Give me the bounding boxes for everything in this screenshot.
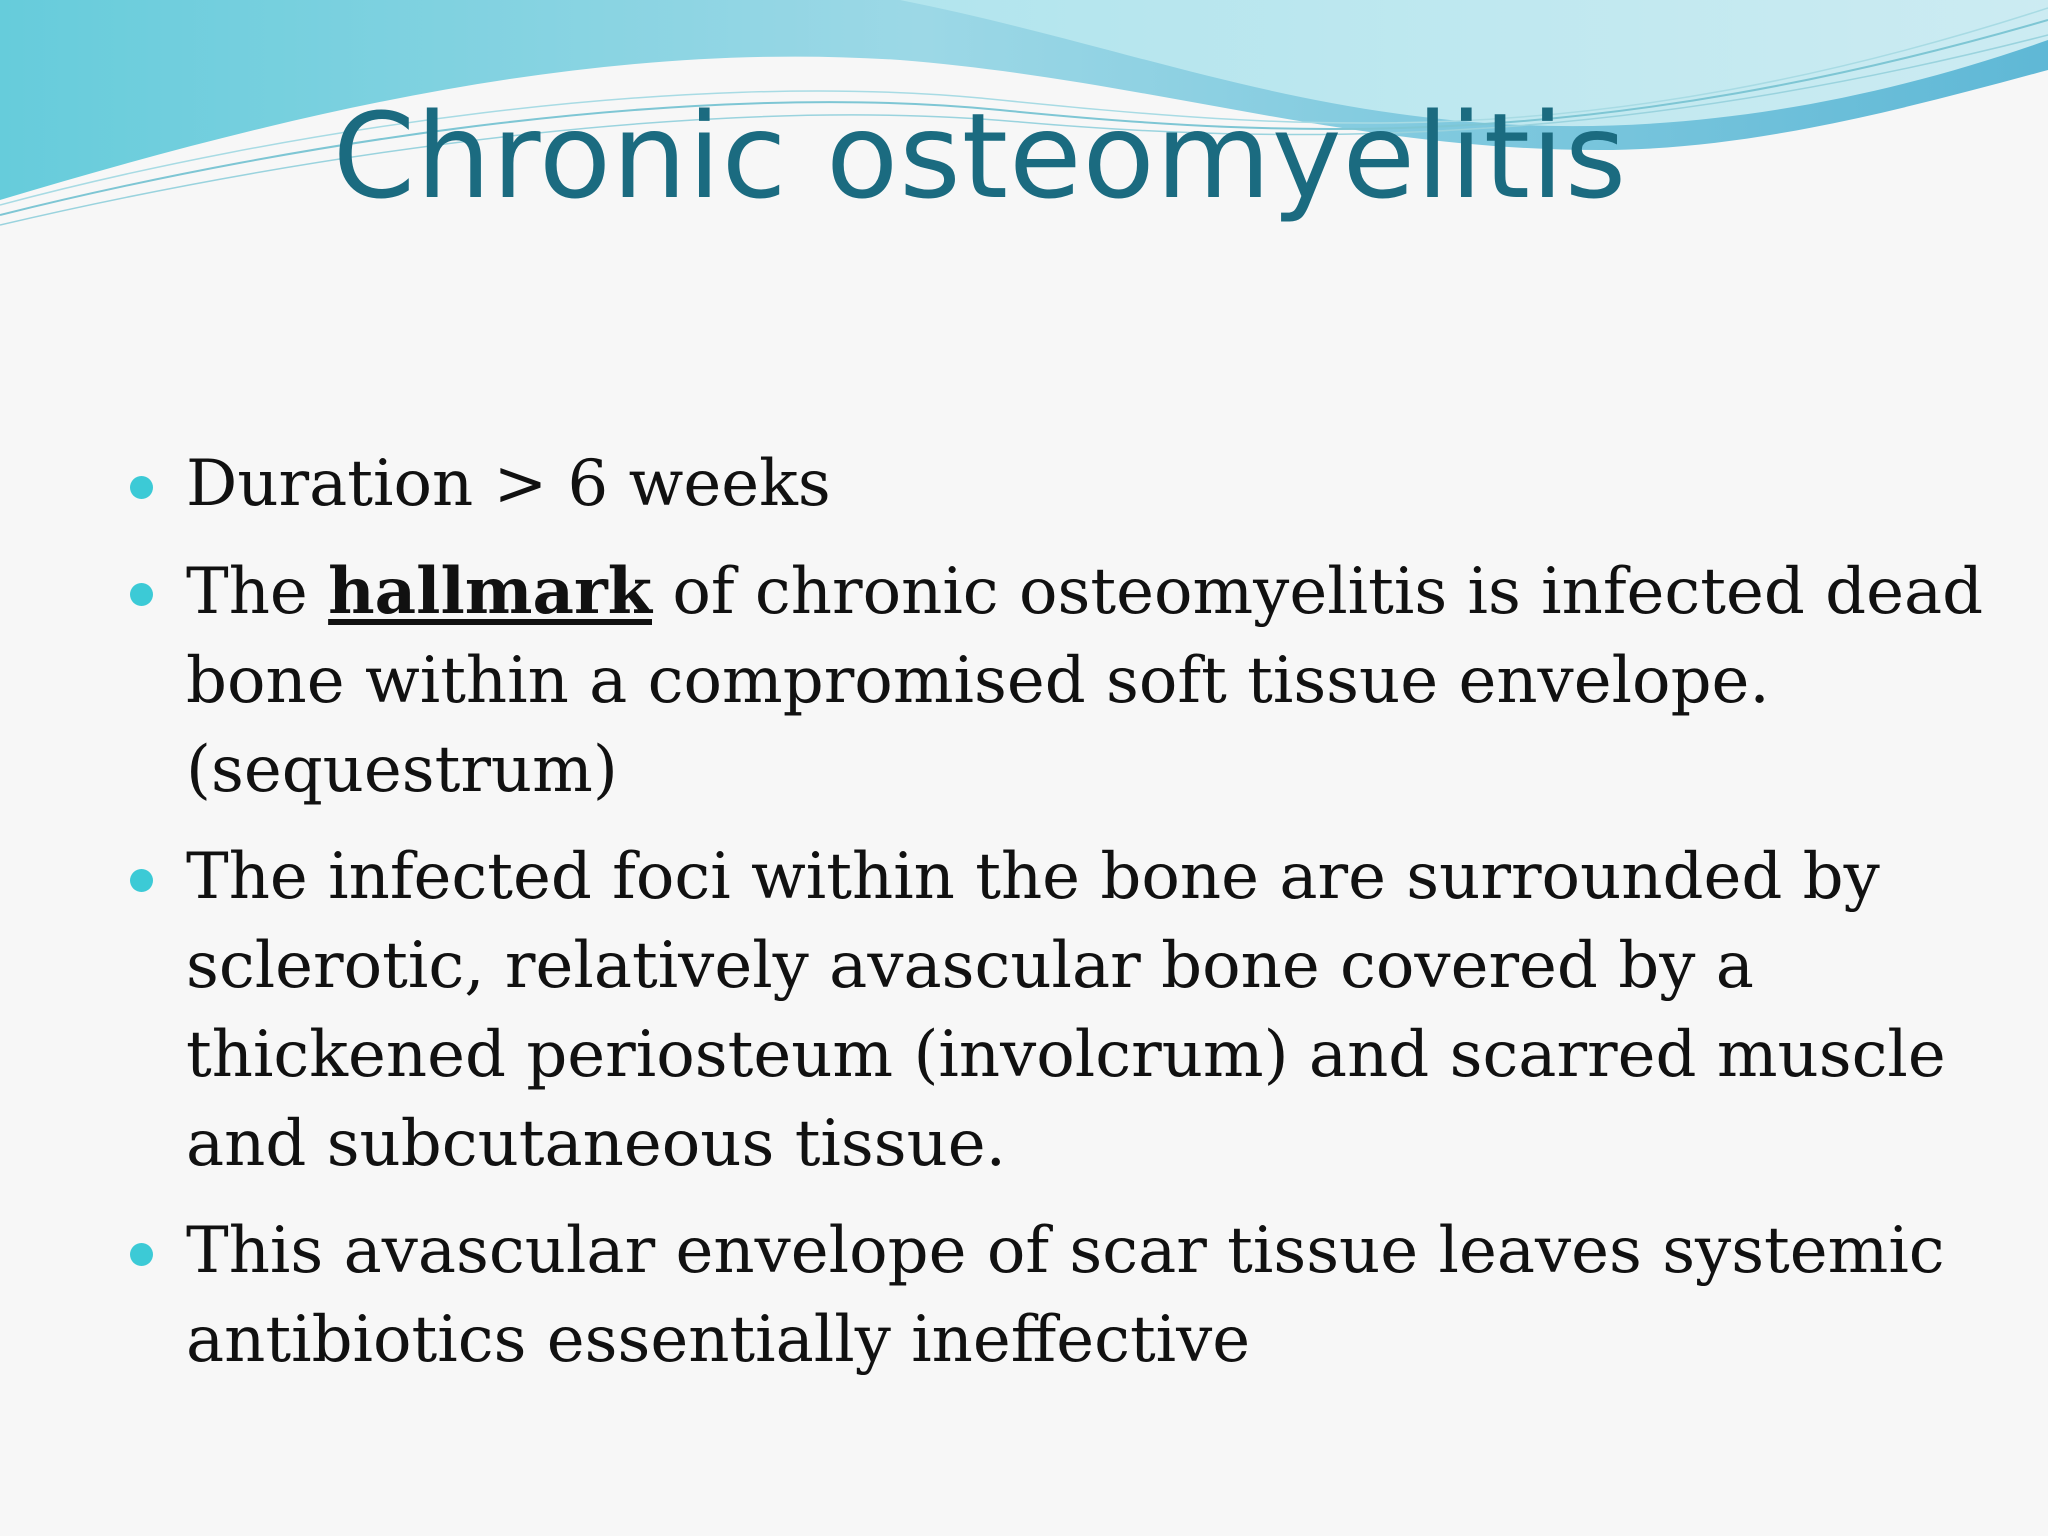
bullet-text: Duration > 6 weeks xyxy=(186,447,831,521)
bullet-text: This avascular envelope of scar tissue leaves systemic antibiotics essentially ineffective xyxy=(186,1214,1945,1377)
bullet-dot-icon xyxy=(130,1243,153,1266)
bullet-text-prefix: The xyxy=(186,555,329,629)
bullet-item-infected-foci xyxy=(126,833,2006,1189)
bullet-item-avascular-envelope xyxy=(126,1207,2006,1385)
bullet-emphasis-hallmark: hallmark xyxy=(328,554,652,629)
bullet-dot-icon xyxy=(130,583,153,606)
bullet-dot-icon xyxy=(130,869,153,892)
bullet-list xyxy=(126,440,2006,1403)
bullet-text: The infected foci within the bone are surrounded by sclerotic, relatively avascular bone covered by a thickened periosteum (involcrum) and scarred muscle and subcutaneous tissue. xyxy=(186,840,1946,1181)
slide-title: Chronic osteomyelitis xyxy=(332,87,1628,225)
bullet-item-duration xyxy=(126,440,2006,529)
bullet-item-hallmark xyxy=(126,547,2006,815)
bullet-text-suffix: of chronic osteomyelitis is infected dead bone within a compromised soft tissue envelope.(sequestrum) xyxy=(186,555,1984,807)
bullet-dot-icon xyxy=(130,476,153,499)
